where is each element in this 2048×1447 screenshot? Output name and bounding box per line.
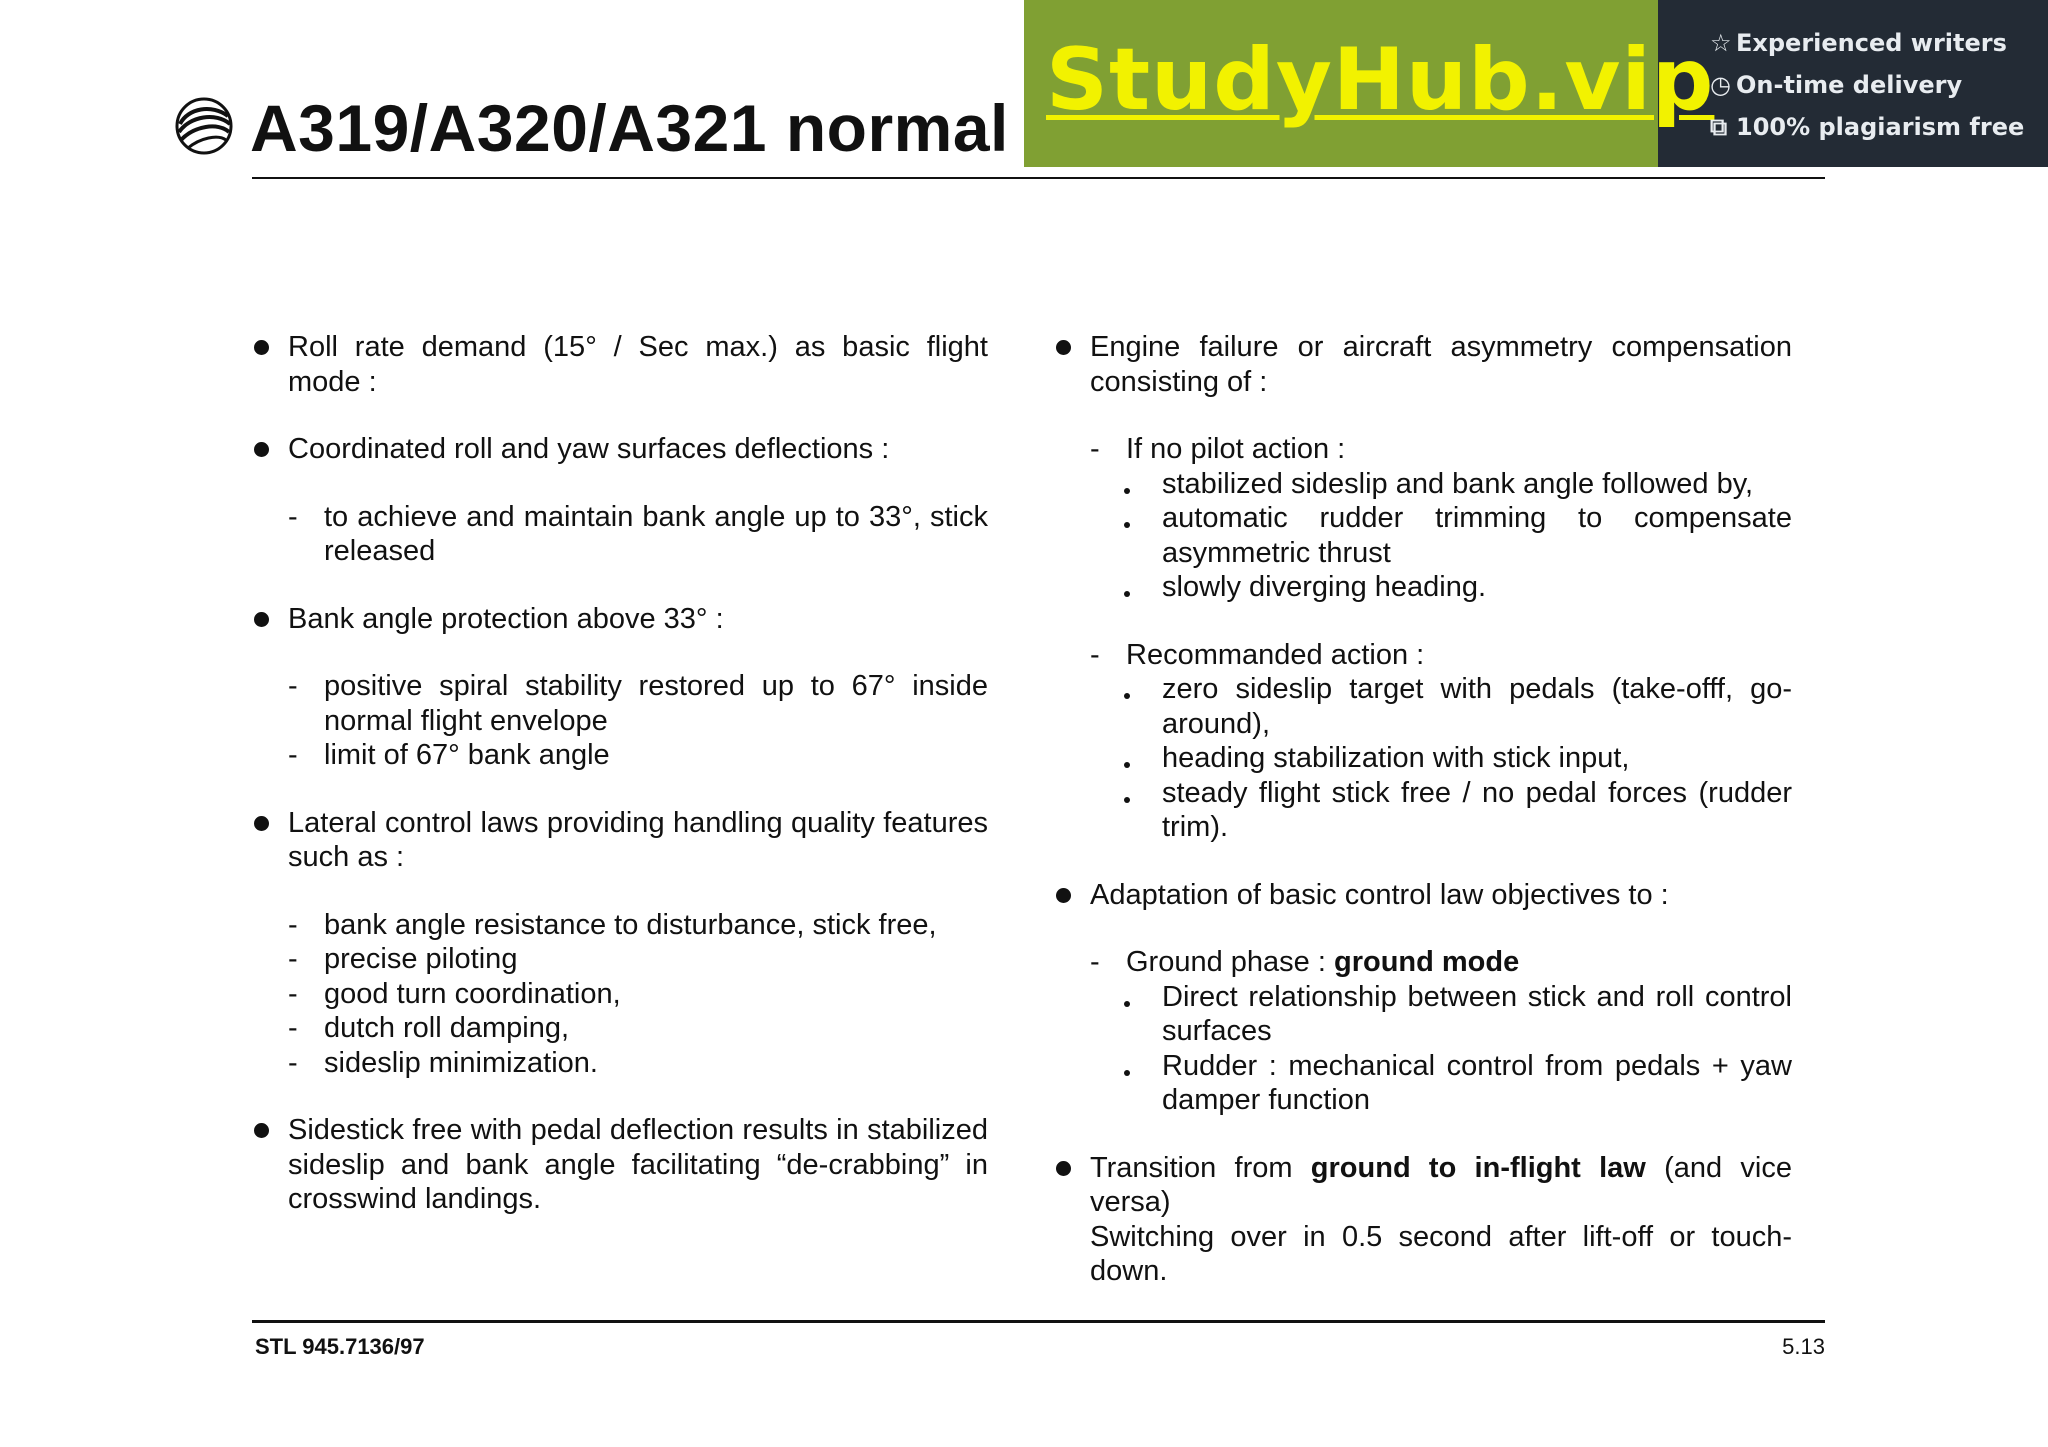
page-title: A319/A320/A321 normal <box>250 91 1009 165</box>
clock-icon: ◷ <box>1710 71 1731 99</box>
dash-item: - If no pilot action : <box>1090 433 1346 465</box>
bullet-text: Roll rate demand (15° / Sec max.) as basic flight mode : <box>288 331 988 398</box>
bullet-item: Transition from ground to in-flight law (and vice versa) Switching over in 0.5 second after lift-off or touch-down. <box>1054 1151 1792 1289</box>
dash-item: - sideslip minimization. <box>288 1046 598 1079</box>
bullet-text: Coordinated roll and yaw surfaces deflections : <box>288 433 890 465</box>
header-divider <box>252 177 1825 179</box>
bullet-text: Lateral control laws providing handling quality features such as : <box>288 806 988 873</box>
dot-item: Direct relationship between stick and roll control surfaces <box>1054 980 1792 1049</box>
dash-item: - dutch roll damping, <box>288 1012 570 1044</box>
dot-item: automatic rudder trimming to compensate asymmetric thrust <box>1054 501 1792 570</box>
bullet-dot <box>254 340 269 355</box>
banner-feature-delivery: ◷ On-time delivery <box>1710 71 1963 99</box>
airbus-swirl-logo <box>172 94 236 158</box>
banner-feature-plagiarism: ⧉ 100% plagiarism free <box>1710 113 2025 141</box>
bullet-item <box>1054 330 1792 399</box>
star-icon: ☆ <box>1710 29 1732 57</box>
dash-item: - positive spiral stability restored up to 67° inside normal flight envelope <box>288 670 988 737</box>
bullet-dot <box>1056 888 1071 903</box>
dot-item: Rudder : mechanical control from pedals + yaw damper function <box>1054 1049 1792 1118</box>
dot-item: heading stabilization with stick input, <box>1054 741 1792 776</box>
bullet-dot <box>1056 1161 1071 1176</box>
bullet-dot <box>254 816 269 831</box>
dash-item: - bank angle resistance to disturbance, stick free, <box>288 908 937 941</box>
bullet-text: Bank angle protection above 33° : <box>288 602 724 635</box>
banner-feature-writers: ☆ Experienced writers <box>1710 29 2007 57</box>
dash-item: - Recommanded action : <box>1090 638 1425 671</box>
right-column <box>1054 330 1792 1289</box>
left-column <box>252 330 988 1217</box>
bullet-item <box>252 1113 988 1217</box>
studyhub-banner[interactable] <box>1024 0 2048 167</box>
bullet-item <box>252 432 988 467</box>
bullet-item <box>252 330 988 399</box>
copy-icon: ⧉ <box>1710 113 1728 141</box>
dash-item: - good turn coordination, <box>288 977 621 1010</box>
bullet-text: Engine failure or aircraft asymmetry compensation consisting of : <box>1090 331 1792 398</box>
bullet-dot <box>254 442 269 457</box>
bullet-dot <box>254 1123 269 1138</box>
dash-item: - to achieve and maintain bank angle up to 33°, stick released <box>288 500 988 567</box>
document-reference: STL 945.7136/97 <box>255 1334 425 1359</box>
page-number: 5.13 <box>1782 1334 1825 1359</box>
dot-item: stabilized sideslip and bank angle followed by, <box>1054 467 1792 502</box>
footer-divider <box>252 1320 1825 1323</box>
dot-item: zero sideslip target with pedals (take-offf, go-around), <box>1054 672 1792 741</box>
bullet-item <box>1054 878 1792 913</box>
dash-item: - Ground phase : ground mode <box>1090 946 1520 978</box>
bullet-dot <box>254 612 269 627</box>
bullet-dot <box>1056 340 1071 355</box>
banner-brand[interactable]: StudyHub.vip <box>1046 30 1715 130</box>
dot-item: slowly diverging heading. <box>1054 570 1792 605</box>
bullet-text: Adaptation of basic control law objectives to : <box>1090 878 1669 911</box>
bullet-text: Sidestick free with pedal deflection results in stabilized sideslip and bank angle facilitating “de-crabbing” in crosswind landings. <box>288 1114 988 1215</box>
bullet-item <box>252 602 988 637</box>
dash-item: - precise piloting <box>288 943 518 975</box>
bullet-item <box>252 806 988 875</box>
dash-item: - limit of 67° bank angle <box>288 739 610 771</box>
dot-item: steady flight stick free / no pedal forces (rudder trim). <box>1054 776 1792 845</box>
